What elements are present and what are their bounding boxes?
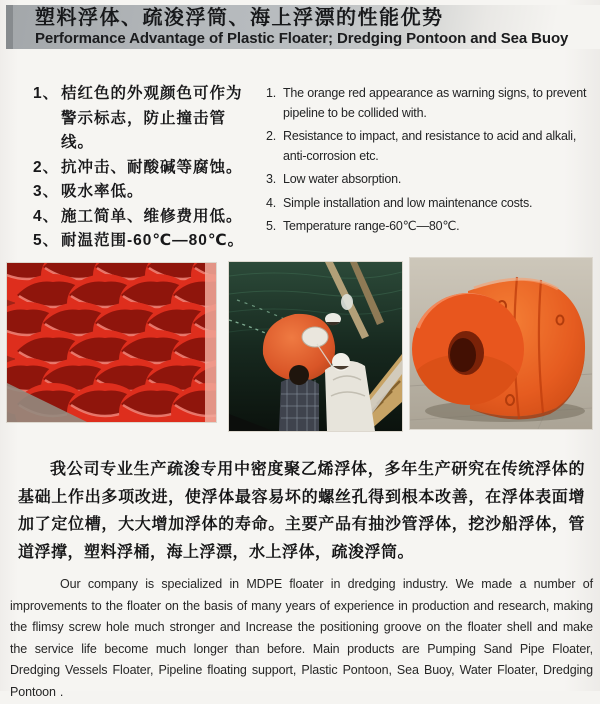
company-paragraph-zh: 我公司专业生产疏浚专用中密度聚乙烯浮体，多年生产研究在传统浮体的基础上作出多项改进，使浮体最容易坏的螺丝孔得到根本改善，在浮体表面增加了定位槽，大大增加浮体的寿命。主要产品有抽沙管浮体，挖沙船浮体，管道浮撑，塑料浮桶，海上浮漂，水上浮体，疏浚浮筒。 — [18, 461, 585, 561]
company-paragraph-en: Our company is specialized in MDPE floater in dredging industry. We made a number of improvements to the floater on the basis of many years of experience in production and research, making the flimsy screw hole much stronger and Increase the positioning groove on the floater shell and make the service life become much longer than before. Main products are Pumping Sand Pipe Floater, Dredging Vessels Floater, Pipeline floating support, Plastic Pontoon, Sea Buoy, Water Floater, Dredging Pontoon . — [10, 577, 593, 699]
item-number: 5. — [266, 219, 277, 233]
list-item — [33, 156, 255, 181]
item-text: Low water absorption. — [283, 172, 402, 186]
item-text: Resistance to impact, and resistance to acid and alkali, anti-corrosion etc. — [283, 129, 577, 163]
item-text: 吸水率低。 — [61, 183, 144, 200]
list-item — [266, 170, 593, 190]
item-number: 1. — [266, 86, 277, 100]
list-item — [33, 229, 255, 254]
pipe-floater-image — [410, 258, 592, 429]
item-text: Temperature range-60℃—80℃. — [283, 219, 460, 233]
list-item — [266, 127, 593, 166]
item-number: 4、 — [33, 207, 60, 225]
list-item — [33, 205, 255, 230]
item-number: 4. — [266, 195, 277, 210]
feature-list-en — [266, 84, 593, 241]
item-number: 1、 — [33, 85, 60, 102]
sea-buoy-deployment-image — [229, 262, 402, 431]
item-text: 桔红色的外观颜色可作为警示标志，防止撞击管线。 — [61, 85, 243, 151]
sea-buoy-deployment-photo — [229, 262, 402, 431]
list-item — [266, 84, 593, 123]
item-number: 3. — [266, 172, 277, 186]
item-text: 抗冲击、耐酸碱等腐蚀。 — [61, 158, 243, 176]
pipe-floater-photo — [410, 258, 592, 429]
item-text: Simple installation and low maintenance costs. — [283, 195, 533, 210]
list-item — [33, 82, 255, 156]
item-number: 5、 — [33, 232, 60, 249]
stacked-floater-shells-photo — [7, 263, 216, 422]
feature-list-zh — [33, 82, 255, 254]
header-bar — [6, 5, 600, 49]
list-item — [266, 194, 593, 214]
list-item — [33, 180, 255, 205]
page-title-zh: 塑料浮体、疏浚浮筒、海上浮漂的性能优势 — [35, 7, 444, 29]
item-text: The orange red appearance as warning signs, to prevent pipeline to be collided with. — [283, 86, 587, 120]
item-text: 耐温范围-60℃—80℃。 — [61, 232, 245, 249]
stacked-floater-shells-image — [7, 263, 216, 422]
item-text: 施工简单、维修费用低。 — [61, 207, 243, 225]
page-title-en: Performance Advantage of Plastic Floater; Dredging Pontoon and Sea Buoy — [35, 30, 569, 47]
list-item — [266, 217, 593, 237]
item-number: 3、 — [33, 183, 60, 200]
item-number: 2. — [266, 129, 277, 143]
item-number: 2、 — [33, 158, 60, 176]
